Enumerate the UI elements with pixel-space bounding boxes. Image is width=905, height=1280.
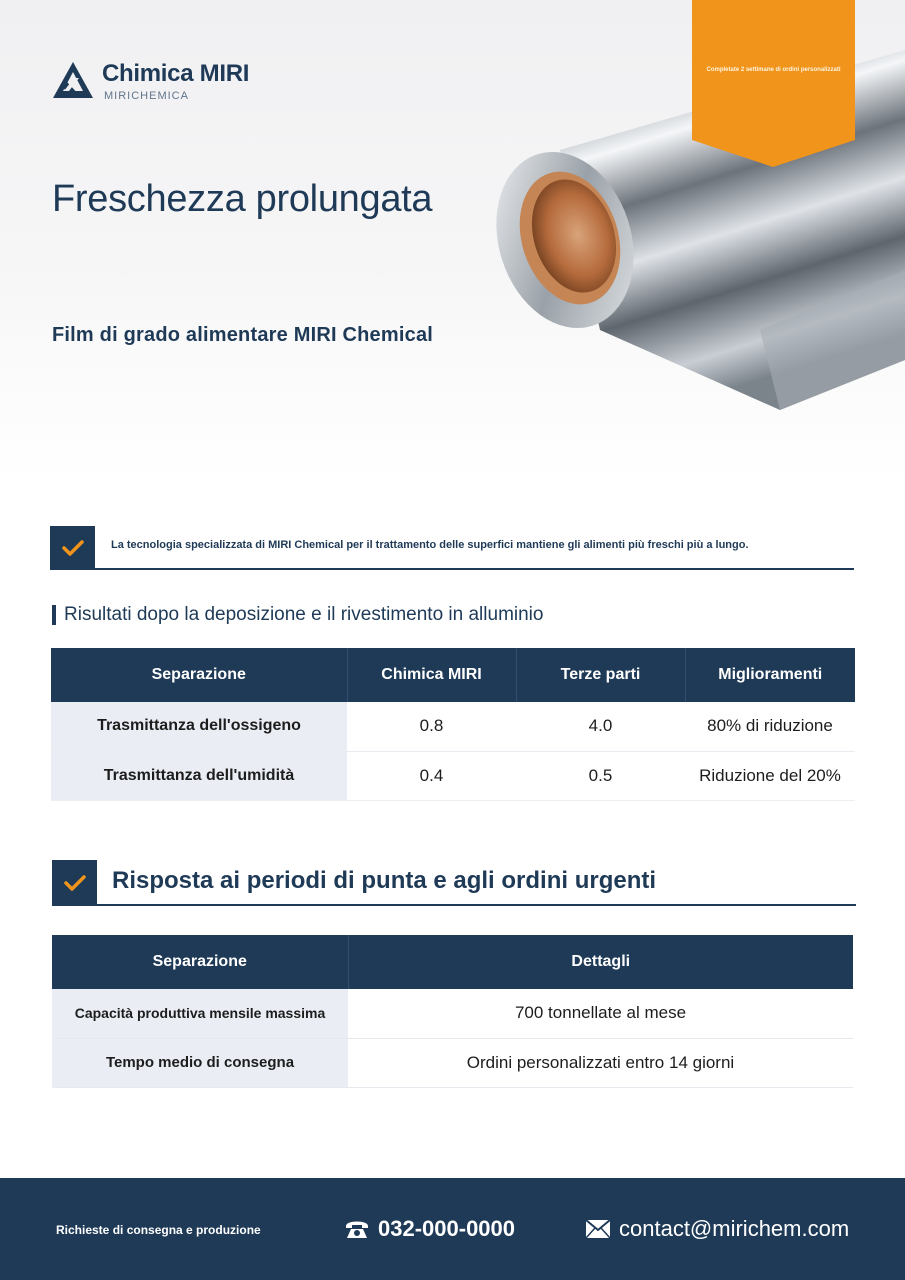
table-row	[51, 751, 855, 800]
hero-subtitle: Film di grado alimentare MIRI Chemical	[52, 324, 434, 346]
table-header-row	[51, 648, 855, 702]
table-cell: 0.4	[347, 751, 516, 800]
hero-title: Freschezza prolungata	[52, 178, 433, 220]
row-label: Trasmittanza dell'ossigeno	[51, 702, 347, 751]
checkmark-icon	[50, 526, 95, 570]
peak-heading: Risposta ai periodi di punta e agli ordini urgenti	[112, 867, 657, 894]
column-header: Terze parti	[516, 648, 685, 702]
column-header: Separazione	[51, 648, 347, 702]
promo-ribbon-text: Completate 2 settimane di ordini personalizzati	[706, 67, 841, 73]
column-header: Miglioramenti	[685, 648, 855, 702]
footer-label: Richieste di consegna e produzione	[56, 1223, 261, 1237]
statement-text: La tecnologia specializzata di MIRI Chemical per il trattamento delle superfici mantiene gli alimenti più freschi più a lungo.	[111, 539, 749, 551]
promo-ribbon	[692, 0, 855, 167]
row-label: Capacità produttiva mensile massima	[52, 989, 348, 1038]
table-row	[52, 1038, 853, 1087]
table-cell: 80% di riduzione	[685, 702, 855, 751]
results-heading	[52, 604, 543, 626]
table-cell: 4.0	[516, 702, 685, 751]
results-table	[51, 648, 855, 801]
email-address: contact@mirichem.com	[619, 1216, 850, 1241]
table-cell: 700 tonnellate al mese	[348, 989, 853, 1038]
table-cell: Ordini personalizzati entro 14 giorni	[348, 1038, 853, 1087]
table-header-row	[52, 935, 853, 989]
table-cell: Riduzione del 20%	[685, 751, 855, 800]
footer-email[interactable]	[585, 1216, 849, 1242]
table-cell: 0.5	[516, 751, 685, 800]
statement-row	[50, 526, 854, 570]
brand-subname: MIRICHEMICA	[104, 90, 189, 102]
row-label: Tempo medio di consegna	[52, 1038, 348, 1087]
brand-name: Chimica MIRI	[102, 60, 250, 87]
column-header: Dettagli	[348, 935, 853, 989]
results-heading-text: Risultati dopo la deposizione e il rivestimento in alluminio	[64, 604, 544, 625]
table-row	[52, 989, 853, 1038]
heading-bar	[52, 605, 56, 625]
footer	[0, 1178, 905, 1280]
checkmark-icon	[52, 860, 97, 905]
footer-phone[interactable]	[344, 1216, 515, 1242]
phone-icon	[344, 1218, 370, 1240]
table-cell: 0.8	[347, 702, 516, 751]
peak-heading-row	[52, 860, 856, 906]
column-header: Chimica MIRI	[347, 648, 516, 702]
table-row	[51, 702, 855, 751]
envelope-icon	[585, 1219, 611, 1239]
row-label: Trasmittanza dell'umidità	[51, 751, 347, 800]
peak-table	[52, 935, 853, 1088]
brand-logo	[52, 60, 249, 102]
column-header: Separazione	[52, 935, 348, 989]
phone-number: 032-000-0000	[378, 1216, 516, 1241]
logo-mark-icon	[52, 60, 94, 100]
